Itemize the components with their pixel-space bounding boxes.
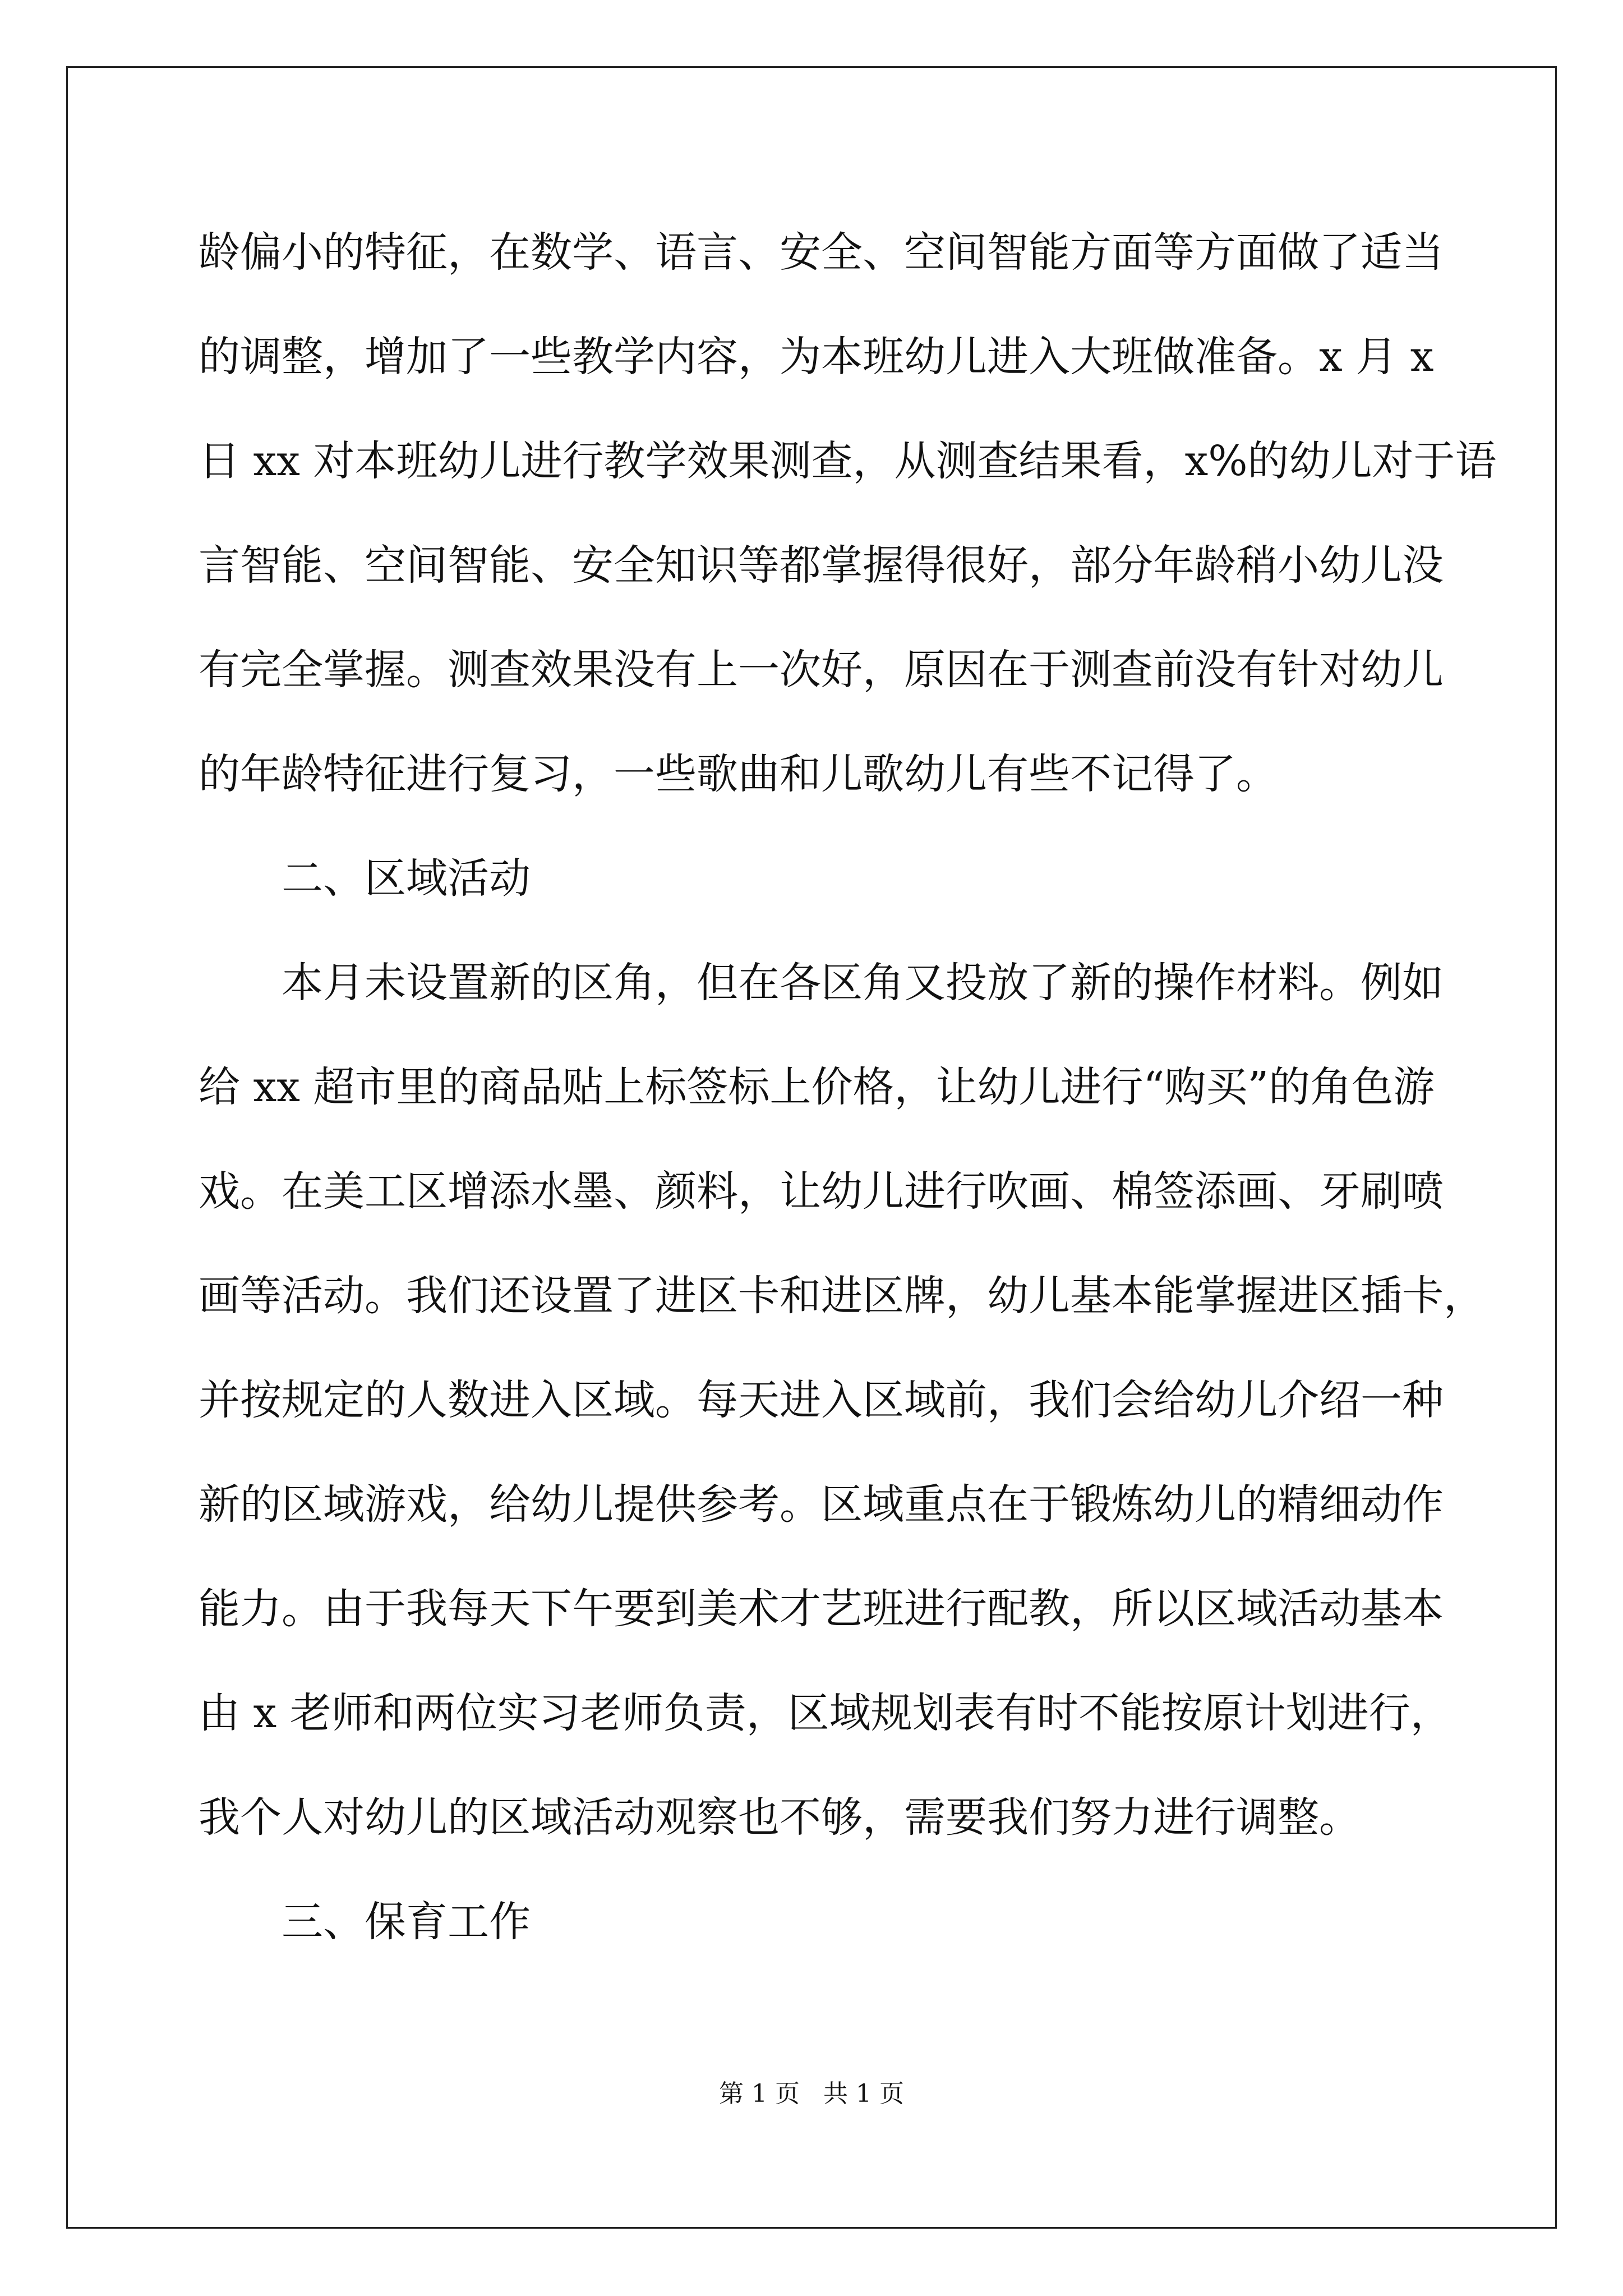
section-heading: 三、保育工作 [282,1898,531,1946]
body-line: 新的区域游戏，给幼儿提供参考。区域重点在于锻炼幼儿的精细动作 [199,1480,1444,1529]
body-line: 画等活动。我们还设置了进区卡和进区牌，幼儿基本能掌握进区插卡， [199,1272,1485,1320]
body-line: 由 x 老师和两位实习老师负责，区域规划表有时不能按原计划进行， [199,1689,1452,1737]
body-line: 给 xx 超市里的商品贴上标签标上价格，让幼儿进行“购买”的角色游 [199,1063,1435,1111]
body-line: 并按规定的人数进入区域。每天进入区域前，我们会给幼儿介绍一种 [199,1376,1444,1424]
body-line: 戏。在美工区增添水墨、颜料，让幼儿进行吹画、棉签添画、牙刷喷 [199,1167,1444,1216]
body-line: 有完全掌握。测查效果没有上一次好，原因在于测查前没有针对幼儿 [199,646,1444,694]
body-line: 日 xx 对本班幼儿进行教学效果测查，从测查结果看，x%的幼儿对于语 [199,437,1497,485]
body-line: 本月未设置新的区角，但在各区角又投放了新的操作材料。例如 [282,959,1444,1007]
page-footer: 第 1 页 共 1 页 [719,2079,904,2108]
body-line: 能力。由于我每天下午要到美术才艺班进行配教，所以区域活动基本 [199,1585,1444,1633]
section-heading: 二、区域活动 [282,854,531,903]
body-line: 龄偏小的特征，在数学、语言、安全、空间智能方面等方面做了适当 [199,228,1444,277]
body-line: 的调整，增加了一些教学内容，为本班幼儿进入大班做准备。x 月 x [199,333,1434,381]
body-line: 我个人对幼儿的区域活动观察也不够，需要我们努力进行调整。 [199,1793,1361,1842]
body-line: 的年龄特征进行复习，一些歌曲和儿歌幼儿有些不记得了。 [199,750,1278,798]
body-line: 言智能、空间智能、安全知识等都掌握得很好，部分年龄稍小幼儿没 [199,541,1444,590]
